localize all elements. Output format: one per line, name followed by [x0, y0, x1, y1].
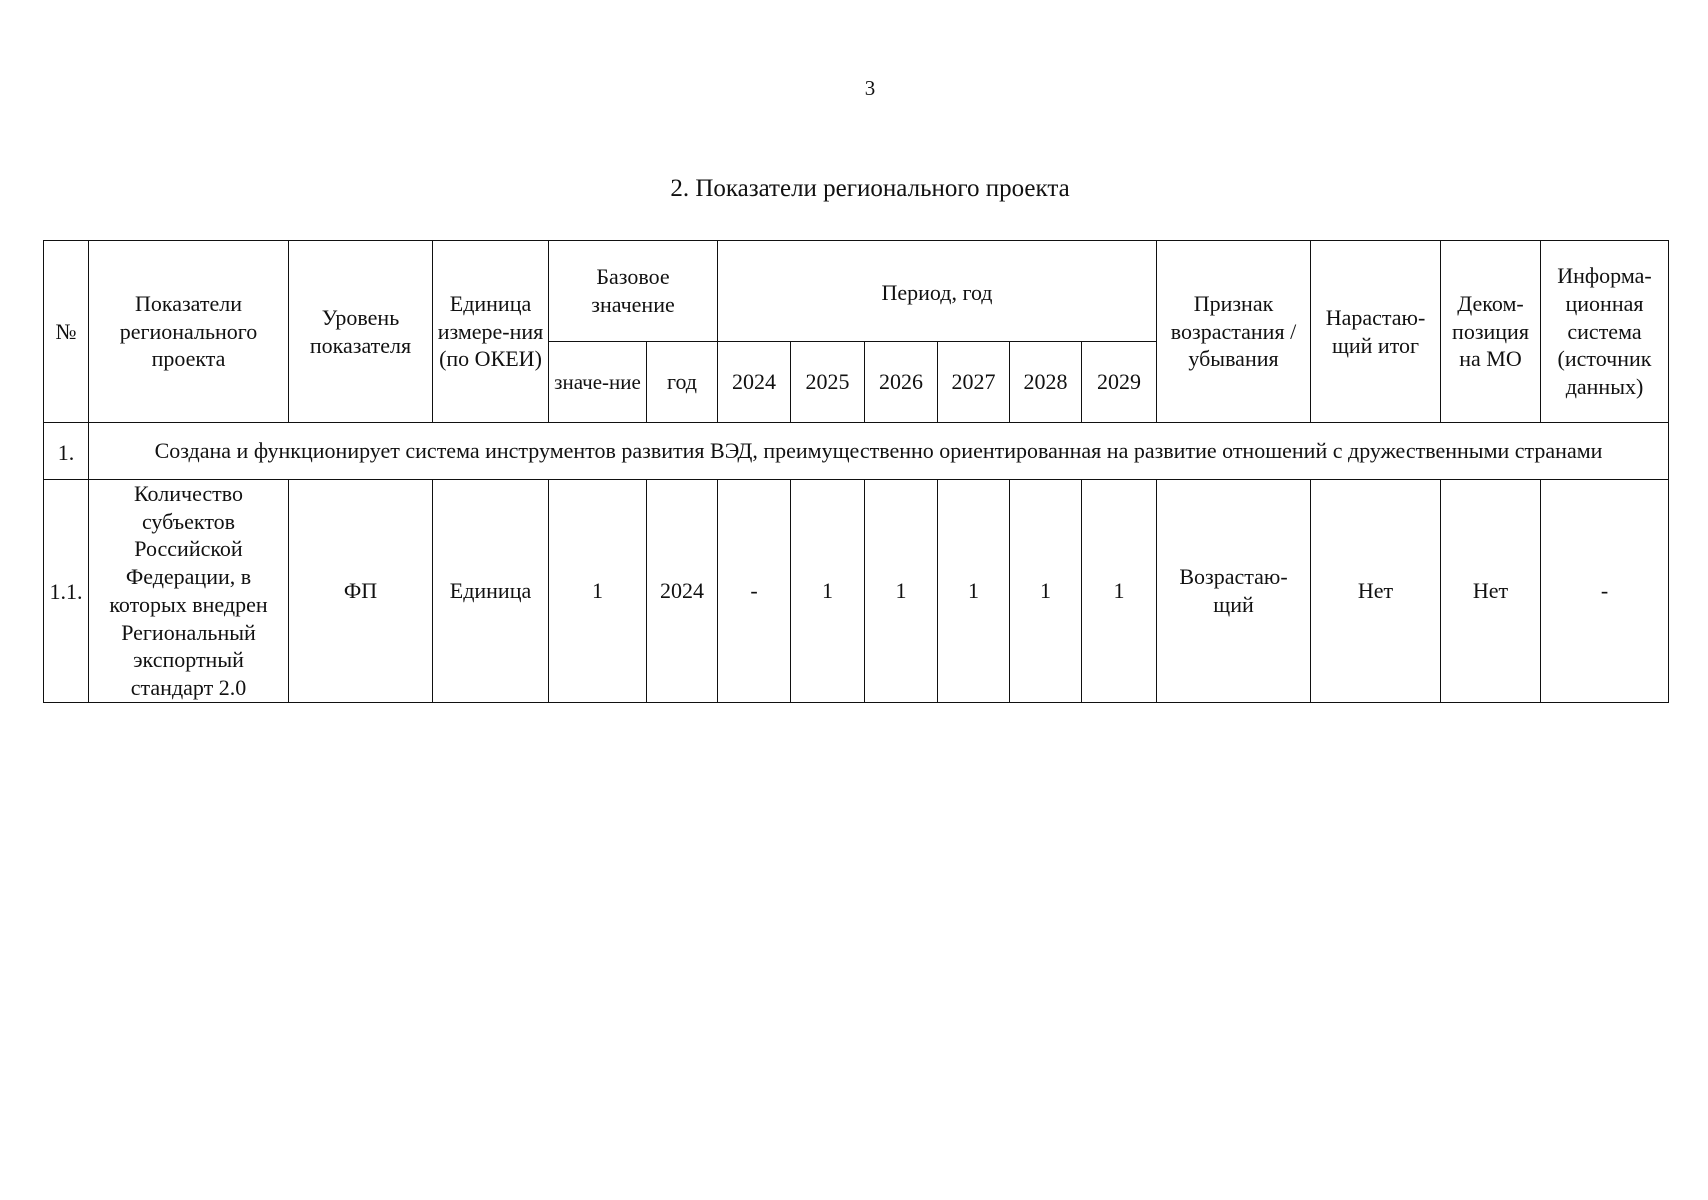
header-year: 2029: [1082, 342, 1157, 423]
page-number: 3: [864, 76, 876, 100]
table-row-section: [44, 423, 1669, 480]
header-num: №: [44, 241, 89, 423]
header-level: Уровень показателя: [289, 241, 433, 423]
header-year: 2027: [938, 342, 1010, 423]
row-year-value: -: [718, 480, 791, 703]
row-num: 1.1.: [44, 480, 89, 703]
header-unit: Единица измере-ния (по ОКЕИ): [433, 241, 549, 423]
row-year-value: 1: [938, 480, 1010, 703]
row-cumulative: Нет: [1311, 480, 1441, 703]
header-info-system: Информа-ционная система (источник данных): [1541, 241, 1669, 423]
row-indicator: Количество субъектов Российской Федерации, в которых внедрен Региональный экспортный стандарт 2.0: [89, 480, 289, 703]
row-unit: Единица: [433, 480, 549, 703]
header-decomposition: Деком-позиция на МО: [1441, 241, 1541, 423]
header-cumulative: Нарастаю-щий итог: [1311, 241, 1441, 423]
section-title: 2. Показатели регионального проекта: [670, 175, 1070, 202]
section-num: 1.: [44, 423, 89, 480]
header-row-top: [44, 241, 1669, 342]
header-indicator: Показатели регионального проекта: [89, 241, 289, 423]
row-base-value: 1: [549, 480, 647, 703]
indicators-table: [43, 240, 1669, 703]
row-year-value: 1: [791, 480, 865, 703]
table-row: [44, 480, 1669, 703]
header-year: 2024: [718, 342, 791, 423]
header-year: 2028: [1010, 342, 1082, 423]
row-base-year: 2024: [647, 480, 718, 703]
section-text: Создана и функционирует система инструментов развития ВЭД, преимущественно ориентированная на развитие отношений с дружественными странами: [89, 423, 1669, 480]
header-base-group: Базовое значение: [549, 241, 718, 342]
row-year-value: 1: [1010, 480, 1082, 703]
row-year-value: 1: [865, 480, 938, 703]
header-trend: Признак возрастания /убывания: [1157, 241, 1311, 423]
header-year: 2025: [791, 342, 865, 423]
header-period-group: Период, год: [718, 241, 1157, 342]
header-year: 2026: [865, 342, 938, 423]
row-trend: Возрастаю-щий: [1157, 480, 1311, 703]
row-level: ФП: [289, 480, 433, 703]
row-info-system: -: [1541, 480, 1669, 703]
row-year-value: 1: [1082, 480, 1157, 703]
row-decomposition: Нет: [1441, 480, 1541, 703]
header-base-value: значе-ние: [549, 342, 647, 423]
header-base-year: год: [647, 342, 718, 423]
